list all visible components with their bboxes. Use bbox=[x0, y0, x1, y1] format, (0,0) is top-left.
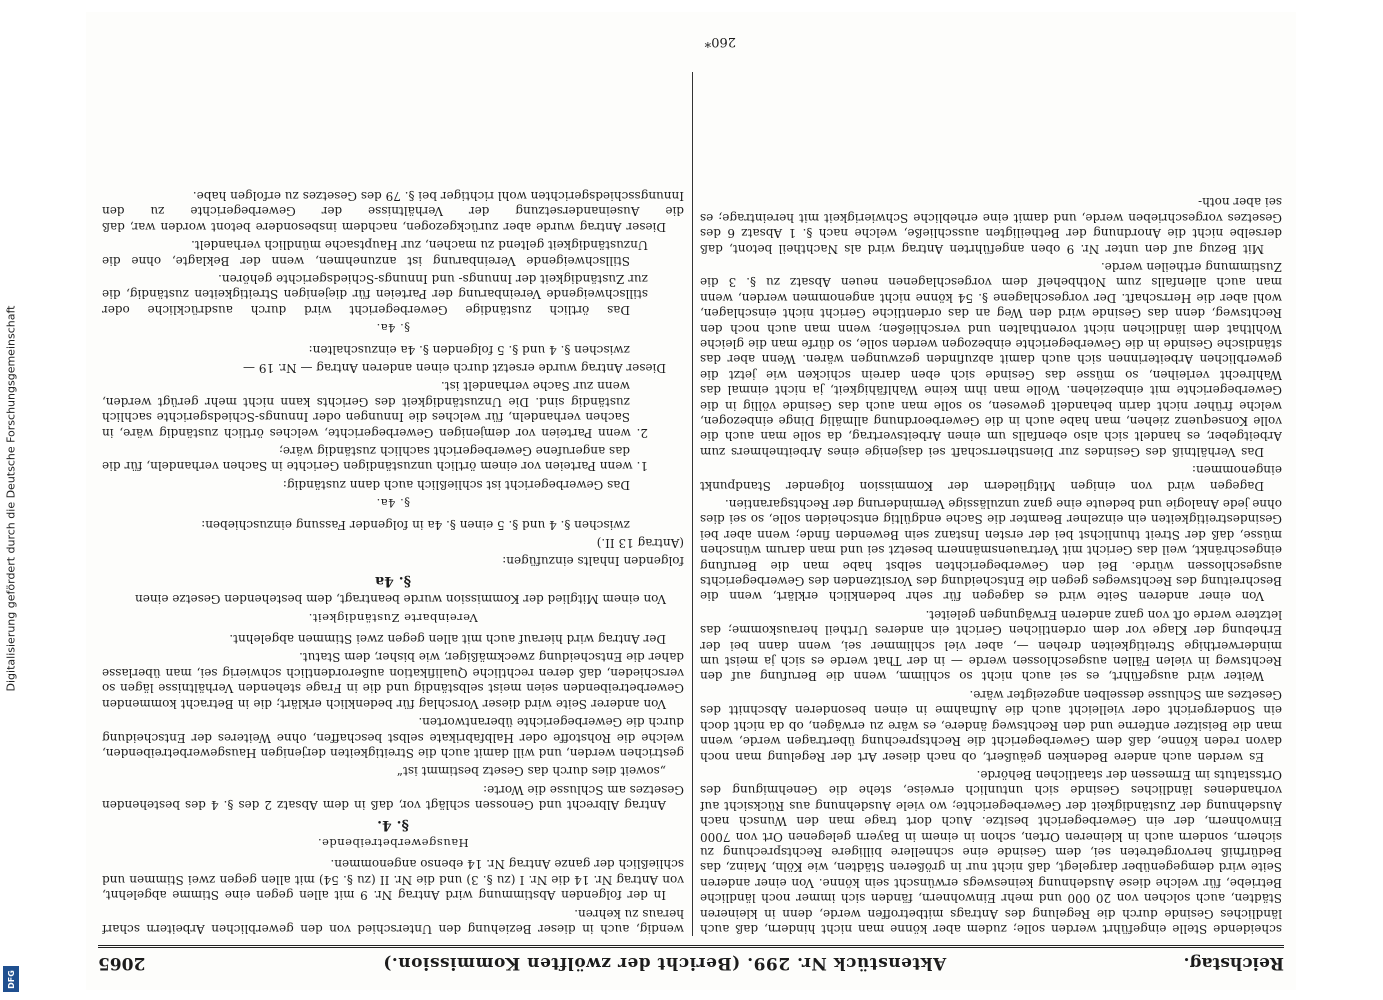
digitization-credit-text: Digitalisierung gefördert durch die Deutsche Forschungsgemeinschaft bbox=[4, 305, 18, 692]
section-paragraph-heading: §. 4a. bbox=[376, 321, 410, 336]
paragraph: zwischen §. 4 und §. 5 einen §. 4a in folgender Fassung einzuschieben: bbox=[201, 517, 630, 532]
paragraph: Mit Bezug auf den unter Nr. 9 oben angeführten Antrag wird als Nachtheil betont, daß derselbe nicht die Anordnung der Betheiligten ausschließe, welche nach §. 1 Absatz 6 des Gesetzes vorgeschrieben werde, und damit eine erhebliche Schwierigkeit mit hereintrage; es sei aber noth- bbox=[700, 195, 1282, 256]
paragraph: Dieser Antrag wurde aber zurückgezogen, nachdem insbesondere betont worden war, daß die Auseinandersetzung der Verhältnisse der Gewerbegerichte zu den Innungsschiedsgerichten wohl richtiger bei §. 79 des Gesetzes zu erfolgen habe. bbox=[102, 188, 684, 234]
document-page bbox=[86, 12, 1296, 990]
page-header bbox=[98, 945, 1284, 978]
quote: „soweit dies durch das Gesetz bestimmt ist“ bbox=[396, 764, 666, 779]
section-heading-small: Hausgewerbetreibende. bbox=[317, 835, 469, 850]
header-center: Aktenstück Nr. 299. bbox=[746, 953, 947, 973]
paragraph: In der folgenden Abstimmung wird Antrag Nr. 9 mit allen gegen eine Stimme abgelehnt, von Antrag Nr. 14 die Nr. I (zu §. 3) und die Nr. II (zu §. 54) mit allen gegen zwei Stimmen und schließlich der ganze Antrag Nr. 14 ebenso angenommen. bbox=[102, 857, 684, 903]
paragraph: Das örtlich zuständige Gewerbegericht wird durch ausdrückliche oder stillschweigende Vereinbarung der Parteien für diejenigen Streitigkeiten zuständig, die zur Zuständigkeit der Innungs- und Innungs-Schiedsgerichte gehören. bbox=[102, 271, 648, 317]
digitization-credit bbox=[0, 0, 22, 1000]
paragraph: folgenden Inhalts einzufügen: bbox=[502, 554, 684, 569]
paragraph: Dagegen wird von einigen Mitgliedern der Kommission folgender Standpunkt eingenommen: bbox=[700, 463, 1282, 493]
paragraph: Antrag Albrecht und Genossen schlägt vor, daß in dem Absatz 2 des §. 4 des bestehenden Gesetzes am Schlusse die Worte: bbox=[102, 782, 684, 813]
section-paragraph-heading: §. 4. bbox=[377, 816, 409, 833]
list-item: 2. wenn Parteien vor demjenigen Gewerbegerichte, welches örtlich zuständig wäre, in Sachen verhandeln, für welches die Innungen oder Innungs-Schiedsgerichte sachlich zuständig sind. Die Unzuständigkeit des Gerichts kann nicht mehr gerügt werden, wenn zur Sache verhandelt ist. bbox=[102, 379, 648, 440]
right-column bbox=[102, 72, 684, 936]
paragraph: Das Verhältniß des Gesindes zur Dienstherrschaft sei dasjenige eines Arbeitnehmers zum Arbeitgeber, es handelt sich also ebenfalls um einen Arbeitsvertrag, da solle man auch die volle Konsequenz ziehen, man habe auch in die Gewerbeordnung allmälig Dinge einbezogen, welche früher nicht darin behandelt gewesen, so solle man auch das Gesinde völlig in die Gewerbegerichte mit einbeziehen. Wolle man ihm keine Wahlfähigkeit, ja nicht einmal das Wahlrecht verleihen, so müsse das Gesinde sich eben darein schicken wie jetzt die gewerblichen Arbeiterinnen sich auch damit abzufinden gezwungen wären. Wenn aber das ständische Gesinde in die Gewerbegerichte einbezogen werden solle, so dürfe man die gleiche Wohlthat dem ländlichen nicht vorenthalten und verschließen; wenn man auch noch den Rechtsweg, denn das Gesinde wird den Weg an das ordentliche Gericht nicht einschlagen, wohl aber die Herrschaft. Der vorgeschlagene §. 54 könne nicht angenommen werden, wenn man auch allenfalls zum Nothbehelf dem vorgeschlagenen neuen Absatz zu §. 3 die Zustimmung ertheilen werde. bbox=[700, 259, 1282, 459]
header-subtitle: (Bericht der zwölften Kommission.) bbox=[382, 953, 741, 973]
page-number: 2065 bbox=[98, 953, 146, 973]
paragraph: Stillschweigende Vereinbarung ist anzunehmen, wenn der Beklagte, ohne die Unzuständigkeit geltend zu machen, zur Hauptsache mündlich verhandelt. bbox=[102, 238, 648, 268]
left-column bbox=[700, 72, 1282, 936]
paragraph: Der Antrag wird hierauf auch mit allen gegen zwei Stimmen abgelehnt. bbox=[229, 632, 666, 647]
paragraph: wendig, auch in dieser Beziehung den Unterschied von den gewerblichen Arbeitern scharf heraus zu kehren. bbox=[102, 906, 684, 936]
page-mark: 260* bbox=[704, 34, 736, 49]
section-paragraph-heading: §. 4a bbox=[375, 572, 411, 589]
section-paragraph-heading: §. 4a. bbox=[376, 496, 410, 511]
paragraph: gestrichen werden, und will damit auch die Streitigkeiten derjenigen Hausgewerbetreibenden, welche die Rohstoffe oder Halbfabrikate selbst beschaffen, ohne Weiteres der Entscheidung durch die Gewerbegerichte überantworten. bbox=[102, 715, 684, 760]
paragraph: zwischen §. 4 und §. 5 folgenden §. 4a einzuschalten: bbox=[308, 342, 630, 357]
paragraph: (Antrag 13 II.) bbox=[596, 536, 684, 551]
paragraph: Von einem Mitglied der Kommission wurde beantragt, dem bestehenden Gesetze einen bbox=[135, 592, 666, 607]
header-title bbox=[145, 953, 1183, 973]
paragraph: Von anderer Seite wird dieser Vorschlag für bedenklich erklärt; die in Betracht kommenden Gewerbetreibenden seien meist selbständig und die in Frage stehenden Verhältnisse lägen so verschieden, daß deren rechtliche Qualifikation außerordentlich schwierig sei, man überlasse daher die Entscheidung zweckmäßiger, wie bisher, dem Statut. bbox=[102, 650, 684, 711]
paragraph: Das Gewerbegericht ist schließlich auch dann zuständig: bbox=[282, 477, 630, 492]
paragraph: Dieser Antrag wurde ersetzt durch einen anderen Antrag — Nr. 19 — bbox=[242, 361, 666, 375]
column-divider bbox=[692, 72, 693, 936]
paragraph: Von einer anderen Seite wird es dagegen für sehr bedenklich erklärt, wenn die Beschreitung des Rechtsweges gegen die Entscheidung des Vorsitzenden des Gewerbegerichts ausgeschlossen würde. Bei den Gewerbegerichten selbst habe man die Berufung eingeschränkt, weil das Gericht mit Vertrauensmännern besetzt sei und man darum wünschen müsse, daß der Streit thunlichst bei der ersten Instanz sein Bewenden finde; wenn aber bei Gesindestreitigkeiten ein einzelner Beamter die Sache endgültig entscheiden solle, so sei dies ohne jede Analogie und bedeute eine ganz unzulässige Verminderung der Rechtsgarantien. bbox=[700, 497, 1282, 604]
header-left: Reichstag. bbox=[1183, 953, 1284, 973]
dfg-logo: DFG bbox=[3, 966, 19, 992]
section-heading-small: Vereinbarte Zuständigkeit. bbox=[308, 610, 478, 625]
paragraph: scheidende Stelle eingeführt werden solle; zudem aber könne man nicht hindern, daß auch ländliches Gesinde durch die Regelung des Antrags mitbetroffen werde, denn in kleineren Städten, auch solchen von 20 000 und mehr Einwohnern, fänden sich immer noch ländliche Betriebe, für welche diese Ausdehnung keineswegs erwünscht sein könne. Von einer anderen Seite wird demgegenüber dargelegt, daß nicht nur in größeren Städten, wie Köln, Mainz, das Bedürfniß hervorgetreten sei, dem Gesinde eine schnellere billigere Rechtsprechung zu sichern, sondern auch in kleineren Orten, schon in einem in Bayern gelegenen Ort von 7000 Einwohnern, der ein Gewerbegericht besitze. Auch dort trage man den Wunsch nach Ausdehnung der Zuständigkeit der Gewerbegerichte; wo viele Ausdehnung aus Rücksicht auf vorhandenes ländliches Gesinde sich untunlich erweise, stehe die Genehmigung des Ortsstatuts im Ermessen der staatlichen Behörde. bbox=[700, 767, 1282, 936]
paragraph: Es werden auch andere Bedenken geäußert, ob nach dieser Art der Regelung man noch davon reden könne, daß dem Gewerbegericht die Rechtsprechung übertragen werde, wenn man die Beisitzer entferne und den Rechtsweg ändere, es wäre zu erwägen, ob da nicht doch ein Sondergericht oder vielleicht auch die Aufnahme in einen besonderen Abschnitt des Gesetzes am Schlusse desselben angezeigter wäre. bbox=[700, 687, 1282, 764]
paragraph: Weiter wird ausgeführt, es sei auch nicht so schlimm, wenn die Berufung auf den Rechtsweg in vielen Fällen ausgeschlossen werde — in der That werde es sich ja meist um minderwerthige Streitigkeiten drehen —, aber viel schlimmer sei, wenn dann bei der Erhebung der Klage vor dem ordentlichen Gericht ein anderes Urtheil herauskomme; das letztere werde oft von ganz anderen Erwägungen geleitet. bbox=[700, 607, 1282, 684]
list-item: 1. wenn Parteien vor einem örtlich unzuständigen Gerichte in Sachen verhandeln, für die das angerufene Gewerbegericht sachlich zuständig wäre; bbox=[102, 444, 648, 474]
